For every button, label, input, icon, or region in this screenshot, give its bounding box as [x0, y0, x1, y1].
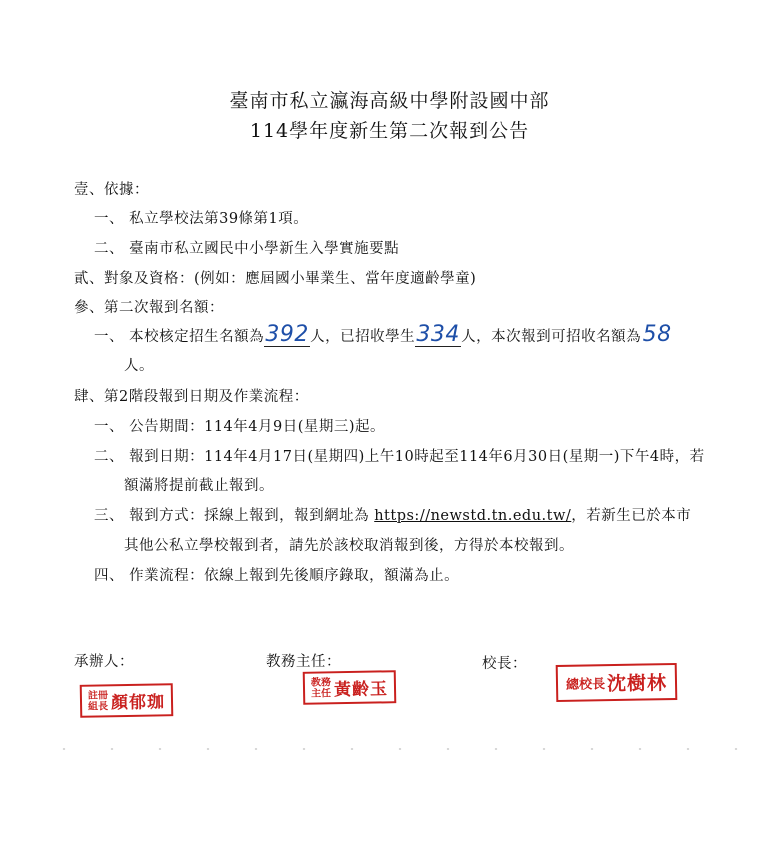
quota-text-2: 人，已招收學生: [310, 329, 416, 345]
principal-stamp-title: 總校長: [565, 677, 606, 693]
principal-label: 校長：: [482, 656, 527, 672]
remaining-handwritten: 58: [642, 322, 672, 347]
section-1-heading: 壹、依據：: [74, 182, 149, 198]
quota-handwritten: 392: [265, 322, 309, 347]
section-4-item-4: 四、 作業流程：依線上報到先後順序錄取，額滿為止。: [94, 568, 460, 584]
registrar-stamp: [80, 683, 174, 718]
document-title-line1: 臺南市私立瀛海高級中學附設國中部: [229, 90, 550, 112]
signup-method-text-2: ，若新生已於本市: [571, 508, 692, 524]
registrar-stamp-name: 顏郁珈: [110, 692, 166, 714]
registrar-stamp-title: 註冊 組長: [87, 689, 109, 713]
section-1-item-1: 一、 私立學校法第39條第1項。: [94, 211, 309, 227]
remaining-field: [641, 322, 673, 347]
section-4-item-3: [94, 504, 691, 525]
academic-stamp-name: 黃齡玉: [333, 679, 389, 701]
handler-label: 承辦人：: [74, 654, 134, 670]
section-4-item-2-cont: 額滿將提前截止報到。: [124, 478, 274, 494]
section-3-item-1: [94, 322, 673, 347]
quota-text-1: 一、 本校核定招生名額為: [94, 329, 265, 345]
section-4-item-1: 一、 公告期間：114年4月9日(星期三)起。: [94, 419, 386, 435]
signup-method-text: 三、 報到方式：採線上報到，報到網址為: [94, 508, 375, 524]
academic-director-label: 教務主任：: [266, 654, 341, 670]
academic-director-stamp: [303, 670, 397, 705]
section-3-heading: 參、第二次報到名額：: [74, 300, 224, 316]
academic-stamp-title: 教務 主任: [310, 676, 332, 700]
section-2-heading: 貳、對象及資格：(例如：應屆國小畢業生、當年度適齡學童): [74, 271, 477, 287]
document-title-line2: 114學年度新生第二次報到公告: [249, 120, 530, 142]
principal-stamp-name: 沈樹林: [606, 672, 668, 696]
signup-url-link[interactable]: https://newstd.tn.edu.tw/: [374, 508, 572, 524]
section-3-item-1-cont: 人。: [124, 358, 154, 374]
section-1-item-2: 二、 臺南市私立國民中小學新生入學實施要點: [94, 241, 400, 257]
enrolled-field: [415, 322, 461, 347]
section-4-item-3-cont: 其他公私立學校報到者，請先於該校取消報到後，方得於本校報到。: [124, 538, 574, 554]
scan-artifact-dots: [40, 748, 740, 750]
quota-text-3: 人，本次報到可招收名額為: [461, 329, 642, 345]
principal-stamp: [556, 663, 678, 702]
section-4-heading: 肆、第2階段報到日期及作業流程：: [74, 389, 309, 405]
enrolled-handwritten: 334: [416, 322, 460, 347]
quota-field: [264, 322, 310, 347]
section-4-item-2: 二、 報到日期：114年4月17日(星期四)上午10時起至114年6月30日(星期一)下午4時，若: [94, 449, 705, 465]
